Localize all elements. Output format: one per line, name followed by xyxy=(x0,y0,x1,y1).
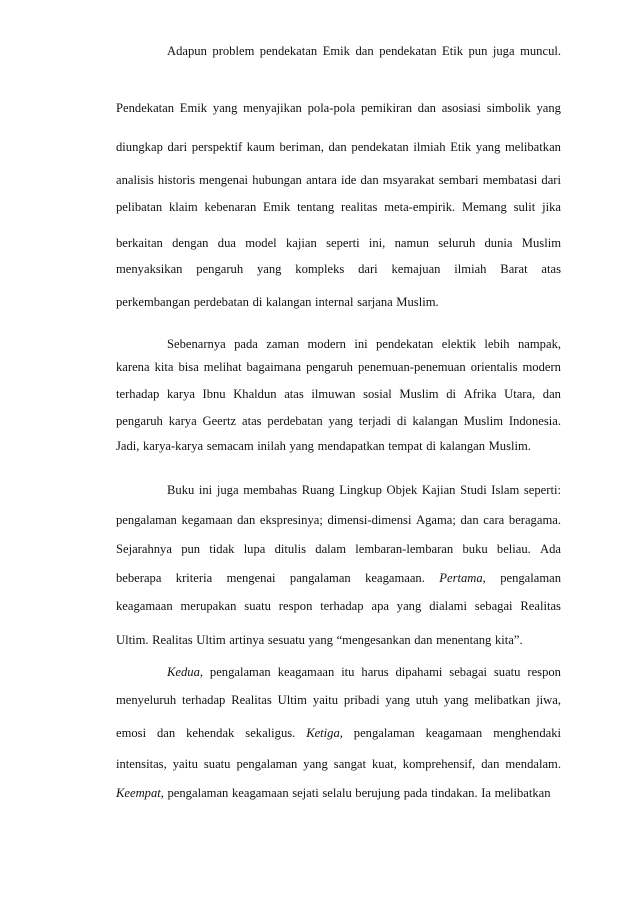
text-line xyxy=(0,568,638,588)
word: mendapatkan xyxy=(317,439,385,453)
word: menyeluruh xyxy=(116,693,177,707)
word: Pendekatan xyxy=(116,101,175,115)
word: menyaksikan xyxy=(116,262,183,276)
word: beberapa xyxy=(116,571,162,585)
word: zaman xyxy=(266,337,300,351)
word: Ketiga, xyxy=(306,726,343,740)
word: terjadi xyxy=(358,414,391,428)
word: Realitas xyxy=(152,633,193,647)
word: pengalaman xyxy=(353,726,415,740)
word: pendekatan xyxy=(259,44,318,58)
word: historis xyxy=(157,173,195,187)
word: namun xyxy=(394,236,429,250)
word: inilah xyxy=(257,439,286,453)
word: atas xyxy=(541,262,561,276)
word: Emik xyxy=(322,44,350,58)
text-line xyxy=(0,630,638,650)
text-line xyxy=(0,334,638,354)
word: dunia xyxy=(484,236,513,250)
word: klaim xyxy=(169,200,198,214)
word: dalam xyxy=(315,542,347,556)
word: pengaruh xyxy=(306,360,353,374)
word: beriman, xyxy=(279,140,324,154)
word: sarjana xyxy=(357,295,393,309)
word: kaum xyxy=(246,140,275,154)
word: ide xyxy=(341,173,357,187)
word: yang xyxy=(328,414,353,428)
word: sesuatu xyxy=(267,633,305,647)
word: perdebatan xyxy=(193,295,249,309)
word: Jadi, xyxy=(116,439,140,453)
word: terhadap xyxy=(320,599,364,613)
text-line xyxy=(0,662,638,682)
word: elektik xyxy=(441,337,477,351)
word: menentang xyxy=(436,633,492,647)
text-line xyxy=(0,137,638,157)
word: beragama. xyxy=(508,513,561,527)
word: pengalaman xyxy=(116,513,177,527)
word: jiwa, xyxy=(536,693,562,707)
word: kegamaan xyxy=(181,513,233,527)
word: sebagai xyxy=(449,665,488,679)
text-line xyxy=(0,41,638,61)
word: ilmiah xyxy=(413,140,446,154)
word: Sejarahnya xyxy=(116,542,172,556)
word: yaitu xyxy=(172,757,198,771)
word: sekaligus. xyxy=(245,726,296,740)
word: mendalam. xyxy=(505,757,561,771)
word: tindakan. xyxy=(431,786,478,800)
word: kompleks xyxy=(295,262,345,276)
word: dan xyxy=(414,633,433,647)
word: modern xyxy=(307,337,346,351)
word: kalangan xyxy=(412,414,458,428)
word: Keempat, xyxy=(116,786,164,800)
word: bisa xyxy=(178,360,199,374)
word: ini xyxy=(354,337,368,351)
word: kalangan xyxy=(266,295,312,309)
word: Islam xyxy=(491,483,520,497)
word: pun xyxy=(181,542,201,556)
word: harus xyxy=(361,665,389,679)
word: “mengesankan xyxy=(336,633,411,647)
word: dimensi-dimensi xyxy=(327,513,412,527)
word: perkembangan xyxy=(116,295,191,309)
word: yang xyxy=(303,757,328,771)
word: Agama; xyxy=(416,513,456,527)
word: dan xyxy=(542,387,561,401)
word: selalu xyxy=(322,786,352,800)
word: realitas xyxy=(341,200,378,214)
word: yaitu xyxy=(312,693,339,707)
word: Etik xyxy=(450,140,472,154)
word: dan xyxy=(417,101,436,115)
text-line xyxy=(0,292,638,312)
word: melibatkan xyxy=(474,693,531,707)
word: Geertz xyxy=(202,414,237,428)
word: terhadap xyxy=(182,693,226,707)
word: terhadap xyxy=(116,387,160,401)
word: lembaran-lembaran xyxy=(355,542,454,556)
word: karena xyxy=(116,360,150,374)
word: Emik xyxy=(179,101,208,115)
word: pendekatan xyxy=(376,337,434,351)
word: Afrika xyxy=(463,387,497,401)
word: pelibatan xyxy=(116,200,163,214)
word: muncul. xyxy=(520,44,562,58)
word: Realitas xyxy=(231,693,272,707)
word: sembari xyxy=(438,173,479,187)
word: kemajuan xyxy=(391,262,441,276)
word: berkaitan xyxy=(116,236,163,250)
word: Ultim. xyxy=(116,633,149,647)
word: Lingkup xyxy=(339,483,382,497)
word: ekspresinya; xyxy=(259,513,323,527)
word: yang xyxy=(212,101,238,115)
word: itu xyxy=(341,665,355,679)
text-line xyxy=(0,510,638,530)
word: sebagai xyxy=(474,599,513,613)
word: pendekatan xyxy=(351,140,409,154)
word: Sebenarnya xyxy=(167,337,226,351)
word: kehendak xyxy=(186,726,235,740)
word: emosi xyxy=(116,726,147,740)
word: atas xyxy=(242,414,262,428)
word: seperti: xyxy=(523,483,561,497)
word: keagamaan xyxy=(277,665,335,679)
text-line xyxy=(0,259,638,279)
word: sangat xyxy=(333,757,366,771)
word: dan xyxy=(460,513,479,527)
word: di xyxy=(426,439,436,453)
word: sejati xyxy=(292,786,319,800)
word: Muslim. xyxy=(396,295,439,309)
text-line xyxy=(0,233,638,253)
word: pengaruh xyxy=(196,262,244,276)
word: membahas xyxy=(243,483,298,497)
word: keagamaan xyxy=(425,726,483,740)
word: melibatkan xyxy=(505,140,561,154)
word: yang xyxy=(536,101,561,115)
text-line xyxy=(0,170,638,190)
word: Muslim. xyxy=(488,439,531,453)
word: nampak, xyxy=(518,337,562,351)
word: karya xyxy=(167,387,195,401)
word: kajian xyxy=(286,236,317,250)
word: dialami xyxy=(429,599,467,613)
word: hubungan xyxy=(252,173,302,187)
word: kita”. xyxy=(495,633,523,647)
word: jika xyxy=(542,200,561,214)
word: ilmuwan xyxy=(311,387,356,401)
word: menghendaki xyxy=(493,726,562,740)
word: dipahami xyxy=(395,665,443,679)
word: asosiasi xyxy=(441,101,481,115)
word: keagamaan xyxy=(116,599,173,613)
word: analisis xyxy=(116,173,154,187)
word: artinya xyxy=(229,633,265,647)
word: di xyxy=(252,295,263,309)
word: dan xyxy=(328,140,347,154)
word: pendekatan xyxy=(379,44,437,58)
word: lupa xyxy=(243,542,266,556)
word: lebih xyxy=(484,337,510,351)
word: pengalaman xyxy=(500,571,562,585)
word: Ultim xyxy=(196,633,226,647)
word: Kedua, xyxy=(167,665,204,679)
text-line xyxy=(0,723,638,743)
word: yang xyxy=(444,693,469,707)
word: modern xyxy=(522,360,561,374)
word: kuat, xyxy=(372,757,397,771)
word: Etik xyxy=(442,44,463,58)
word: suatu xyxy=(203,757,231,771)
word: dan xyxy=(157,726,176,740)
word: Emik xyxy=(263,200,291,214)
word: beliau. xyxy=(496,542,531,556)
word: ini xyxy=(198,483,213,497)
text-line xyxy=(0,384,638,404)
word: kriteria xyxy=(175,571,213,585)
word: Kajian xyxy=(421,483,456,497)
text-line xyxy=(0,357,638,377)
word: Ibnu xyxy=(202,387,226,401)
word: di xyxy=(446,387,456,401)
word: yang xyxy=(257,262,282,276)
word: utuh xyxy=(415,693,439,707)
word: Pertama, xyxy=(439,571,486,585)
word: karya-karya xyxy=(143,439,204,453)
word: atas xyxy=(284,387,304,401)
word: orientalis xyxy=(470,360,518,374)
word: seluruh xyxy=(438,236,476,250)
text-line xyxy=(0,754,638,774)
word: Adapun xyxy=(167,44,207,58)
word: sosial xyxy=(363,387,392,401)
word: dari xyxy=(541,173,561,187)
word: Ultim xyxy=(277,693,307,707)
word: pengalaman xyxy=(236,757,298,771)
word: ini, xyxy=(368,236,386,250)
word: Muslim xyxy=(521,236,561,250)
word: sulit xyxy=(513,200,536,214)
word: perspektif xyxy=(191,140,243,154)
word: model xyxy=(245,236,277,250)
word: dari xyxy=(167,140,188,154)
word: yang xyxy=(289,439,314,453)
word: problem xyxy=(212,44,255,58)
word: Studi xyxy=(460,483,487,497)
word: dan xyxy=(237,513,256,527)
word: kita xyxy=(154,360,174,374)
text-line xyxy=(0,783,638,803)
word: pengalaman xyxy=(209,665,271,679)
word: yang xyxy=(475,140,501,154)
word: semacam xyxy=(206,439,254,453)
word: perdebatan xyxy=(267,414,323,428)
word: Khaldun xyxy=(233,387,277,401)
word: dan xyxy=(355,44,374,58)
word: respon xyxy=(527,665,561,679)
word: berujung xyxy=(355,786,401,800)
word: Barat xyxy=(500,262,528,276)
text-line xyxy=(0,436,638,456)
word: Indonesia. xyxy=(508,414,561,428)
word: Ia xyxy=(481,786,491,800)
word: dan xyxy=(360,173,379,187)
word: dan xyxy=(481,757,500,771)
word: komprehensif, xyxy=(402,757,476,771)
text-line xyxy=(0,197,638,217)
word: yang xyxy=(385,693,410,707)
word: tempat xyxy=(388,439,423,453)
word: mengenai xyxy=(199,173,249,187)
word: melihat xyxy=(203,360,242,374)
word: Muslim xyxy=(399,387,439,401)
word: karya xyxy=(168,414,197,428)
word: dengan xyxy=(172,236,209,250)
text-line xyxy=(0,411,638,431)
word: melibatkan xyxy=(494,786,551,800)
word: juga xyxy=(492,44,515,58)
word: internal xyxy=(315,295,354,309)
text-line xyxy=(0,690,638,710)
word: Objek xyxy=(386,483,418,497)
word: pada xyxy=(234,337,258,351)
word: pangalaman xyxy=(289,571,351,585)
word: keagamaan xyxy=(232,786,289,800)
word: dari xyxy=(358,262,378,276)
word: seperti xyxy=(326,236,360,250)
word: mengenai xyxy=(226,571,276,585)
word: antara xyxy=(306,173,337,187)
word: kalangan xyxy=(439,439,486,453)
word: diungkap xyxy=(116,140,163,154)
word: di xyxy=(396,414,407,428)
text-line xyxy=(0,539,638,559)
word: ditulis xyxy=(274,542,307,556)
word: suatu xyxy=(244,599,271,613)
word: intensitas, xyxy=(116,757,167,771)
word: penemuan-penemuan xyxy=(358,360,466,374)
word: suatu xyxy=(493,665,521,679)
word: Memang xyxy=(462,200,507,214)
text-line xyxy=(0,98,638,118)
word: Muslim xyxy=(463,414,503,428)
word: membatasi xyxy=(482,173,538,187)
word: pengaruh xyxy=(116,414,163,428)
word: ilmiah xyxy=(454,262,487,276)
word: dua xyxy=(217,236,236,250)
word: cara xyxy=(483,513,505,527)
text-line xyxy=(0,480,638,500)
word: Realitas xyxy=(520,599,561,613)
word: pada xyxy=(403,786,428,800)
word: yang xyxy=(396,599,422,613)
word: Utara, xyxy=(504,387,536,401)
word: msyarakat xyxy=(382,173,435,187)
word: menyajikan xyxy=(243,101,302,115)
word: keagamaan. xyxy=(365,571,425,585)
word: yang xyxy=(308,633,333,647)
word: pola-pola xyxy=(307,101,356,115)
word: Ruang xyxy=(301,483,335,497)
word: tentang xyxy=(297,200,335,214)
word: Ada xyxy=(540,542,561,556)
word: kebenaran xyxy=(204,200,257,214)
word: juga xyxy=(216,483,239,497)
word: pun xyxy=(468,44,488,58)
word: pengalaman xyxy=(167,786,229,800)
word: respon xyxy=(278,599,313,613)
word: buku xyxy=(462,542,488,556)
word: bagaimana xyxy=(246,360,302,374)
text-line xyxy=(0,596,638,616)
word: Buku xyxy=(167,483,195,497)
word: pribadi xyxy=(343,693,380,707)
word: apa xyxy=(371,599,389,613)
word: pemikiran xyxy=(361,101,413,115)
word: tidak xyxy=(209,542,235,556)
word: merupakan xyxy=(180,599,237,613)
word: simbolik xyxy=(486,101,531,115)
word: meta-empirik. xyxy=(384,200,456,214)
